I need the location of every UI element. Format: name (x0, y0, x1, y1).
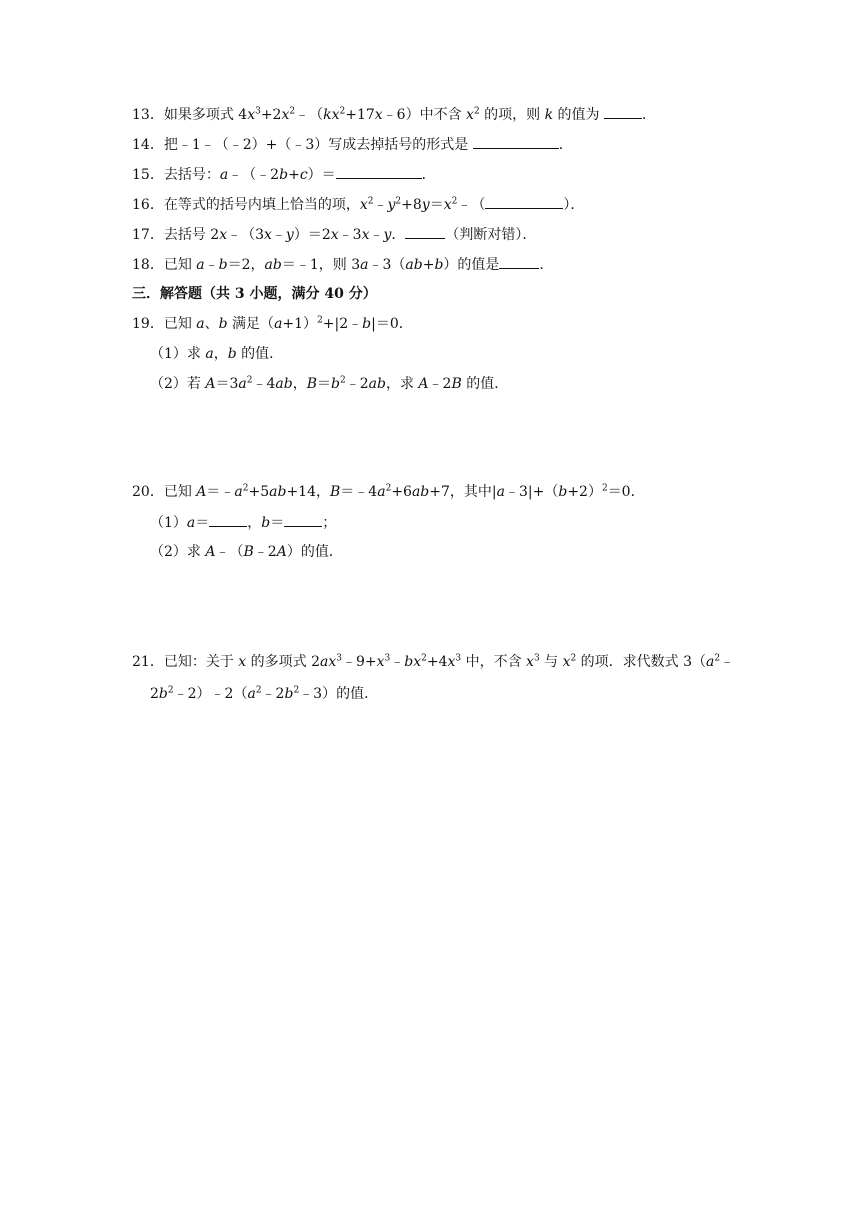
question-text: 如果多项式 $4x^3+2x^2﹣(kx^2+17x﹣6)$中不含 $x^2$ 的项，则 k 的值为 ． (164, 107, 656, 123)
question-16 (132, 194, 584, 215)
question-number: 15． (132, 167, 164, 183)
question-20-part-1: （1）a＝ ，b＝ ； (150, 512, 336, 533)
question-number: 19． (132, 316, 164, 332)
answer-blank[interactable] (604, 104, 642, 119)
question-13 (132, 104, 656, 125)
question-text: 去括号：a﹣（﹣2b+c）＝ ． (164, 167, 436, 183)
question-number: 14． (132, 137, 164, 153)
question-number: 17． (132, 227, 164, 243)
question-21 (132, 652, 734, 672)
question-19-part-1: （1）求 a，b 的值． (150, 346, 284, 362)
question-19-part-2: （2）若 $A=3a^2﹣4ab$，$B=b^2﹣2ab$，求 A﹣2B 的值． (150, 375, 509, 392)
answer-blank[interactable] (405, 224, 445, 239)
question-number: 21． (132, 654, 164, 670)
question-text: 已知 a﹣b＝2，ab＝﹣1，则 3a﹣3（ab+b）的值是 ． (164, 257, 554, 273)
question-19 (132, 314, 413, 334)
question-text: 在等式的括号内填上恰当的项，$x^2﹣y^2+8y=x^2﹣$（ ）． (164, 197, 585, 213)
question-text: 把﹣1﹣（﹣2）+（﹣3）写成去掉括号的形式是 ． (164, 137, 573, 153)
question-14 (132, 134, 573, 155)
question-20 (132, 482, 645, 502)
question-17 (132, 224, 536, 245)
answer-blank[interactable] (485, 194, 563, 209)
section-title: 三．解答题（共 3 小题，满分 40 分） (132, 286, 377, 302)
answer-blank-b[interactable] (284, 512, 322, 527)
question-15 (132, 164, 436, 185)
answer-blank[interactable] (473, 134, 559, 149)
question-number: 16． (132, 197, 164, 213)
question-text: 已知 a、b 满足$(a+1)^2+|2﹣b|=0$． (163, 315, 413, 332)
question-number: 20． (132, 484, 164, 500)
question-21-line-2: $2b^2﹣2)﹣2(a^2﹣2b^2﹣3)$的值． (150, 685, 379, 702)
question-text: 已知：关于 x 的多项式 $2ax^3﹣9+x^3﹣bx^2+4x^3$ 中，不含 $x^3$ 与 $x^2$ 的项．求代数式 $3(a^2﹣$ (163, 653, 735, 670)
question-20-part-2: （2）求 A﹣（B﹣2A）的值． (150, 544, 343, 560)
question-text: 去括号 2x﹣（3x﹣y）＝2x﹣3x﹣y． （判断对错）． (164, 227, 537, 243)
question-number: 18． (132, 257, 164, 273)
answer-blank[interactable] (499, 254, 539, 269)
question-number: 13． (132, 107, 164, 123)
answer-blank[interactable] (336, 164, 422, 179)
question-text: 已知 $A=﹣a^2+5ab+14$，$B=﹣4a^2+6ab+7$，其中$|a﹣3|+(b+2)^2=0$． (163, 483, 645, 500)
answer-blank-a[interactable] (209, 512, 247, 527)
question-18 (132, 254, 553, 275)
